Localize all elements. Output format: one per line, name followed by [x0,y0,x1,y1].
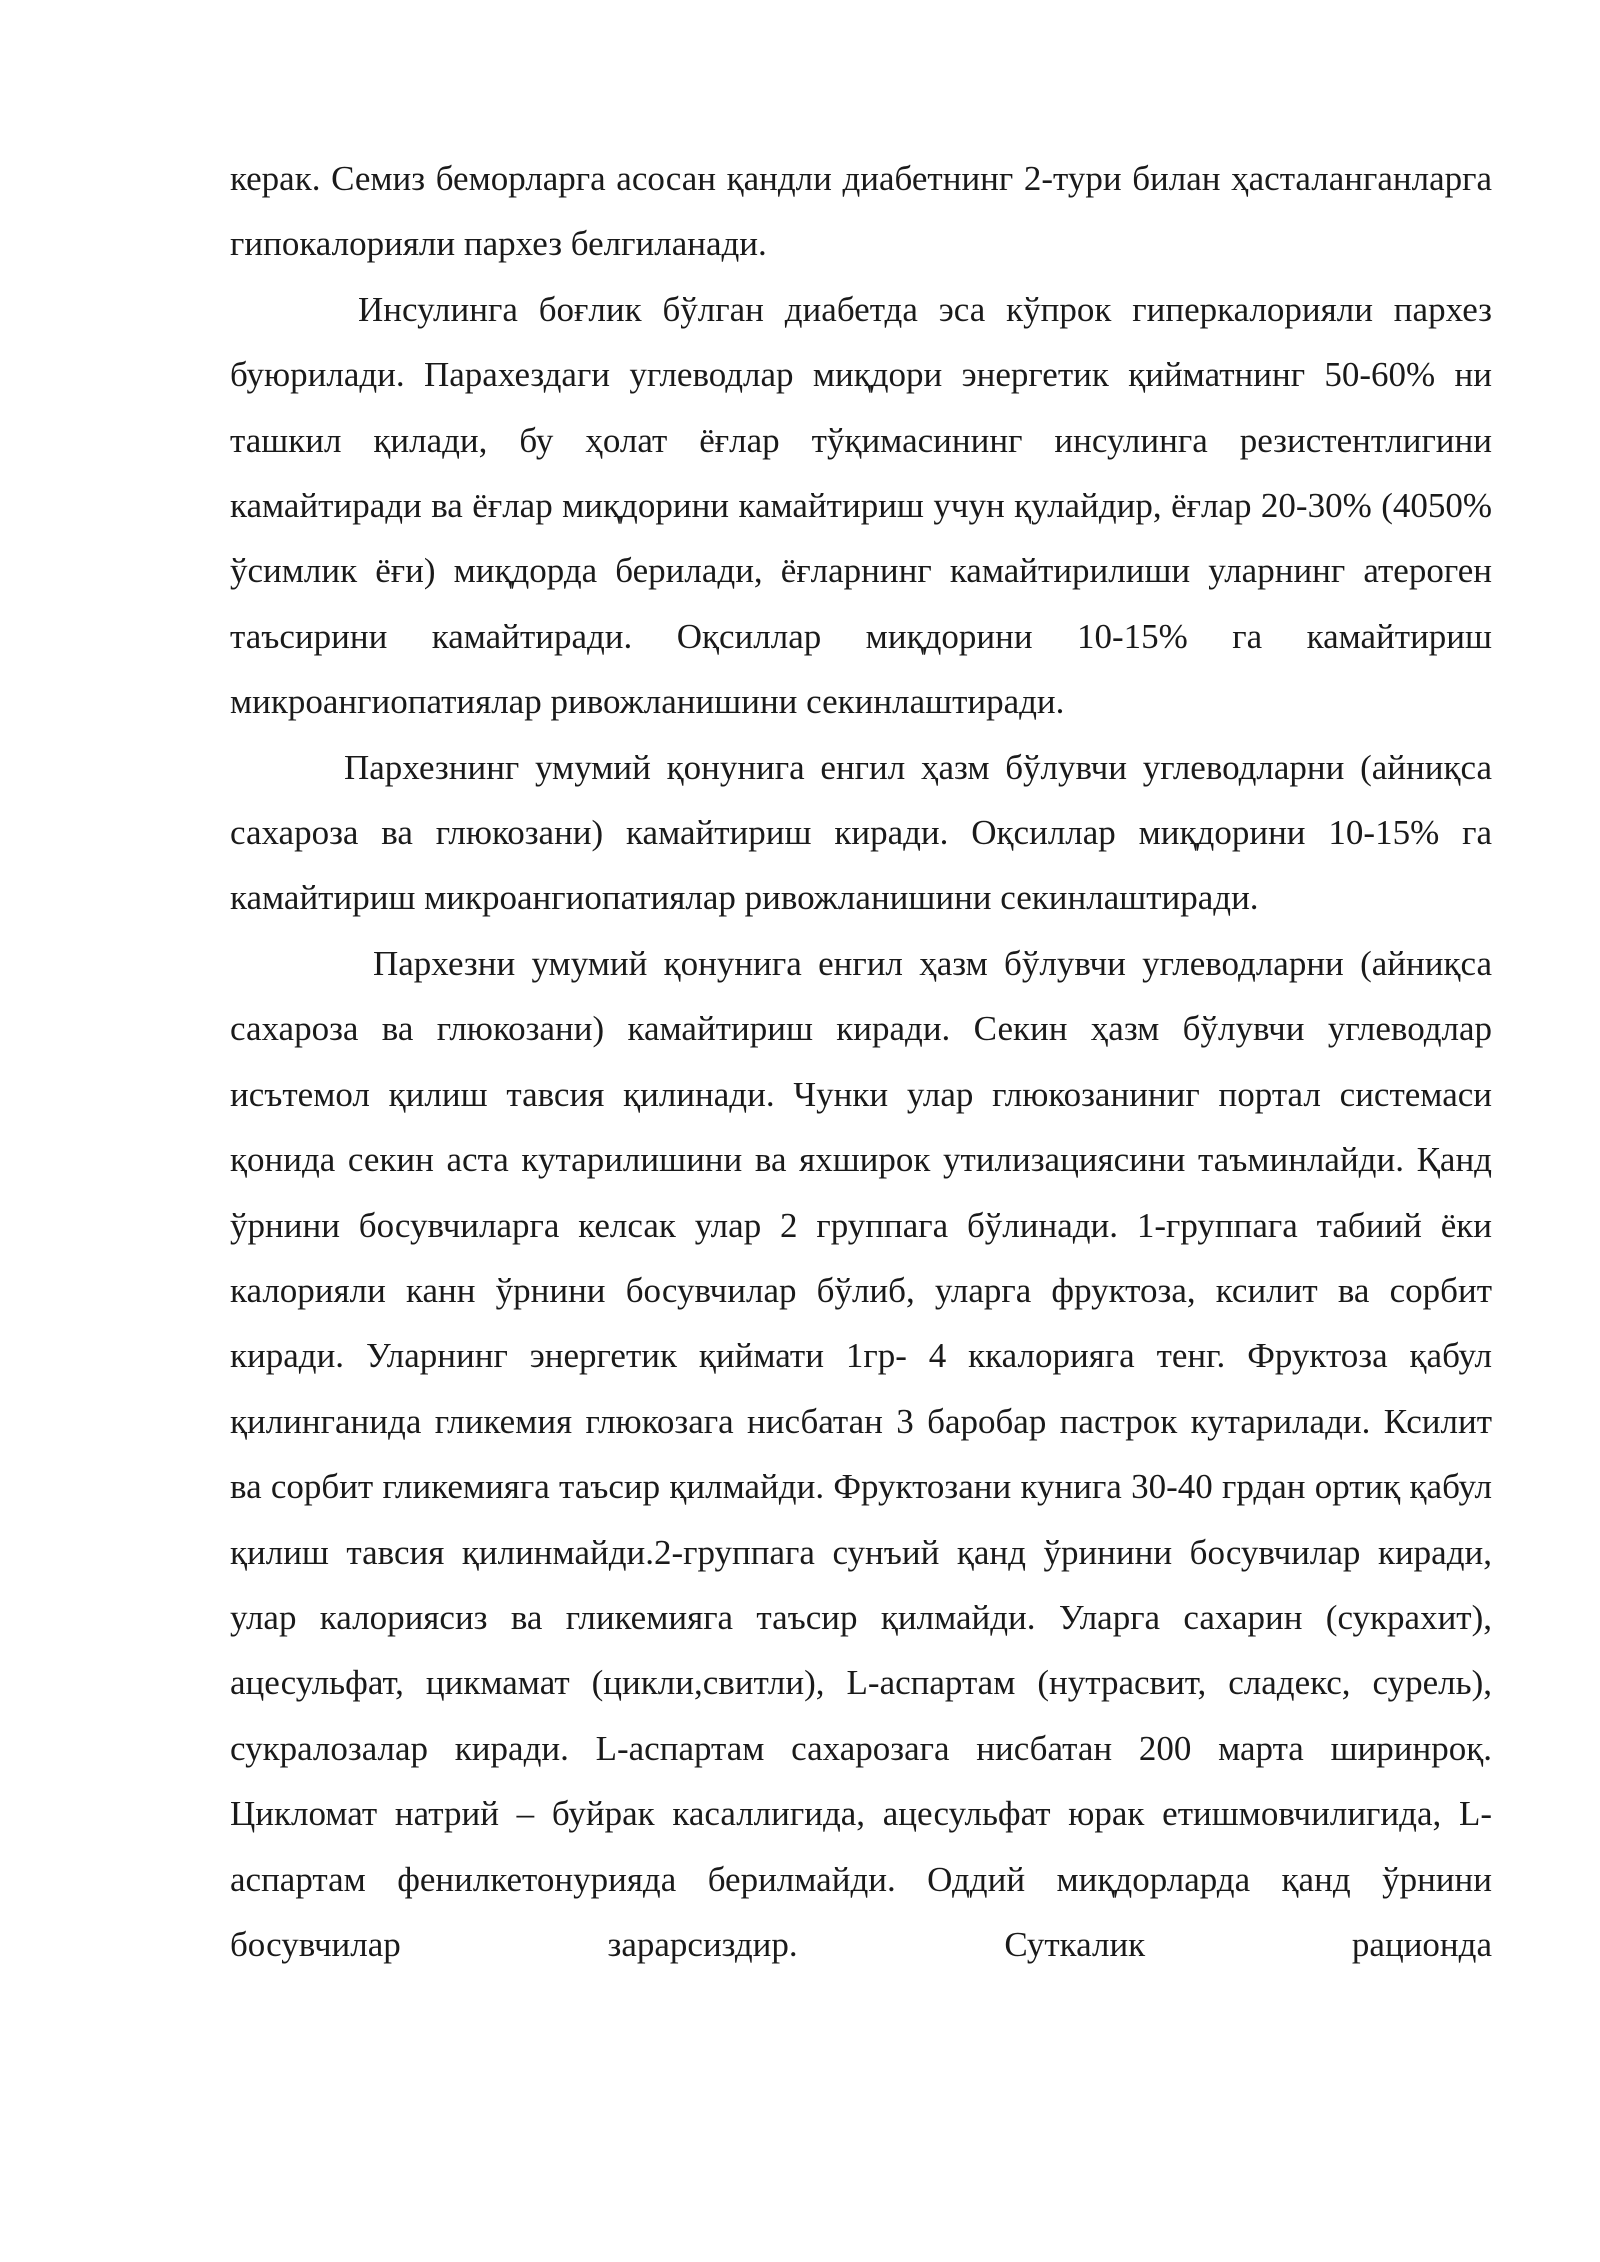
paragraph-2: Инсулинга боғлик бўлган диабетда эса кўпрок гиперкалорияли пархез буюрилади. Парахездаги углеводлар миқдори энергетик қийматнинг 50-60% ни ташкил қилади, бу ҳолат ёғлар тўқимасининг инсулинга резистентлигини камайтиради ва ёғлар миқдорини камайтириш учун қулайдир, ёғлар 20-30% (4050% ўсимлик ёғи) миқдорда берилади, ёғларнинг камайтирилиши уларнинг атероген таъсирини камайтиради. Оқсиллар миқдорини 10-15% га камайтириш микроангиопатиялар ривожланишини секинлаштиради. [230,289,1492,722]
paragraph-4: Пархезни умумий қонунига енгил ҳазм бўлувчи углеводларни (айниқса сахароза ва глюкозани) камайтириш киради. Секин ҳазм бўлувчи углеводлар исътемол қилиш тавсия қилинади. Чунки улар глюкозаниниг портал системаси қонида секин аста кутарилишини ва яхширок утилизациясини таъминлайди. Қанд ўрнини босувчиларга келсак улар 2 группага бўлинади. 1-группага табиий ёки калорияли канн ўрнини босувчилар бўлиб, уларга фруктоза, ксилит ва сорбит киради. Уларнинг энергетик қиймати 1гр- 4 ккалорияга тенг. Фруктоза қабул қилинганида гликемия глюкозага нисбатан 3 баробар пастрок кутарилади. Ксилит ва сорбит гликемияга таъсир қилмайди. Фруктозани кунига 30-40 грдан ортиқ қабул қилиш тавсия қилинмайди.2-группага сунъий қанд ўринини босувчилар киради, улар калориясиз ва гликемияга таъсир қилмайди. Уларга сахарин (сукрахит), ацесульфат, цикмамат (цикли,свитли), L-аспартам (нутрасвит, сладекс, сурель), сукралозалар киради. L-аспартам сахарозага нисбатан 200 марта ширинроқ. Цикломат натрий – буйрак касаллигида, ацесульфат юрак етишмовчилигида, L-аспартам фенилкетонурияда берилмайди. Оддий миқдорларда қанд ўрнини босувчилар зарарсиздир. Суткалик рационда [230,943,1492,1964]
paragraph-3: Пархезнинг умумий қонунига енгил ҳазм бўлувчи углеводларни (айниқса сахароза ва глюкозани) камайтириш киради. Оқсиллар миқдорини 10-15% га камайтириш микроангиопатиялар ривожланишини секинлаштиради. [230,747,1492,918]
paragraph-1: керак. Семиз беморларга асосан қандли диабетнинг 2-тури билан ҳасталанганларга гипокалорияли пархез белгиланади. [230,159,1492,264]
document-body [230,146,1492,1977]
